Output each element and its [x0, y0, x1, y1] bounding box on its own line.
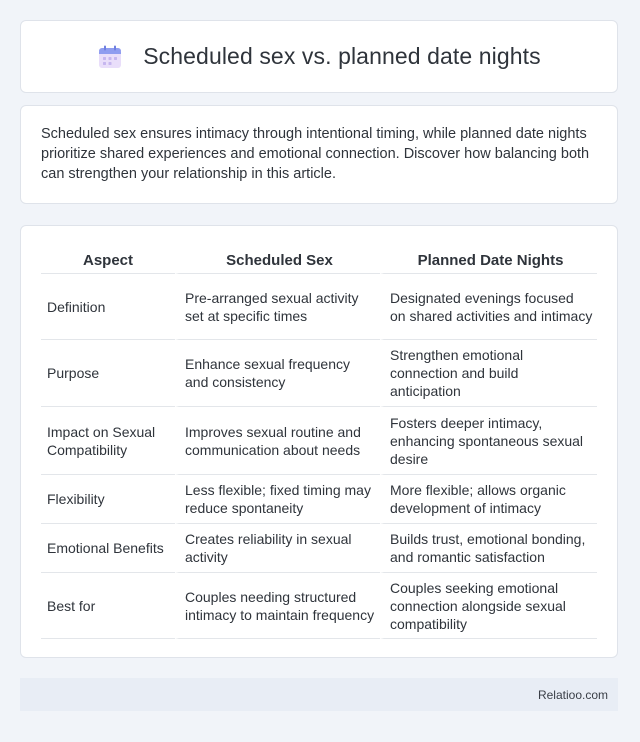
row-aspect: Definition [41, 274, 175, 340]
header-planned-date-nights: Planned Date Nights [380, 245, 597, 274]
comparison-table [41, 245, 597, 639]
comparison-card [20, 225, 618, 658]
row-planned-date-nights: Builds trust, emotional bonding, and romantic satisfaction [380, 524, 597, 573]
row-aspect: Best for [41, 573, 175, 639]
calendar-icon [97, 44, 123, 70]
table-row [41, 407, 597, 475]
table-row [41, 274, 597, 340]
row-scheduled-sex: Pre-arranged sexual activity set at specific times [175, 274, 380, 340]
row-scheduled-sex: Improves sexual routine and communication about needs [175, 407, 380, 475]
row-planned-date-nights: Couples seeking emotional connection alongside sexual compatibility [380, 573, 597, 639]
table-header-row [41, 245, 597, 274]
row-aspect: Emotional Benefits [41, 524, 175, 573]
table-row [41, 340, 597, 407]
row-planned-date-nights: Designated evenings focused on shared activities and intimacy [380, 274, 597, 340]
row-planned-date-nights: More flexible; allows organic development of intimacy [380, 475, 597, 524]
title-card [20, 20, 618, 93]
row-scheduled-sex: Couples needing structured intimacy to maintain frequency [175, 573, 380, 639]
page-title: Scheduled sex vs. planned date nights [143, 43, 541, 69]
row-scheduled-sex: Creates reliability in sexual activity [175, 524, 380, 573]
row-aspect: Impact on Sexual Compatibility [41, 407, 175, 475]
table-row [41, 524, 597, 573]
table-row [41, 475, 597, 524]
header-scheduled-sex: Scheduled Sex [175, 245, 380, 274]
row-planned-date-nights: Fosters deeper intimacy, enhancing spontaneous sexual desire [380, 407, 597, 475]
row-aspect: Flexibility [41, 475, 175, 524]
row-aspect: Purpose [41, 340, 175, 407]
row-scheduled-sex: Less flexible; fixed timing may reduce spontaneity [175, 475, 380, 524]
footer-brand[interactable]: Relatioo.com [537, 687, 608, 702]
row-scheduled-sex: Enhance sexual frequency and consistency [175, 340, 380, 407]
row-planned-date-nights: Strengthen emotional connection and build anticipation [380, 340, 597, 407]
intro-paragraph: Scheduled sex ensures intimacy through intentional timing, while planned date nights prioritize shared experiences and emotional connection. Discover how balancing both can strengthen your relationship in this article. [41, 126, 590, 182]
footer [20, 678, 618, 711]
header-aspect: Aspect [41, 245, 175, 274]
table-row [41, 573, 597, 639]
intro-card [20, 105, 618, 204]
